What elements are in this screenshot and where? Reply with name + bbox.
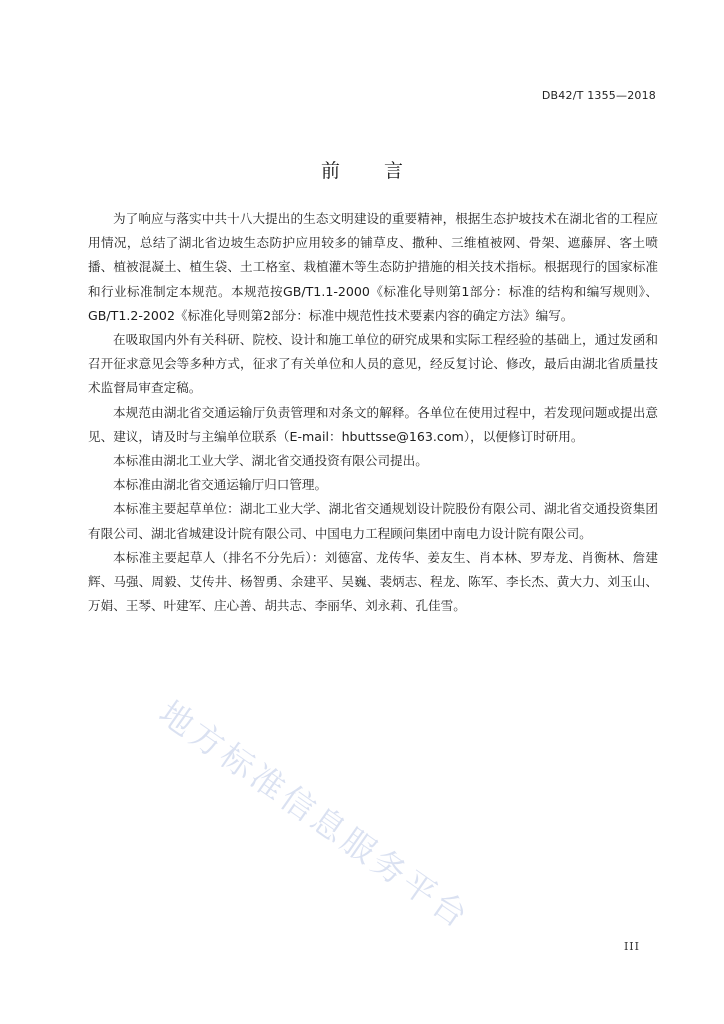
paragraph-drafting-process: 在吸取国内外有关科研、院校、设计和施工单位的研究成果和实际工程经验的基础上，通过发函和召开征求意见会等多种方式，征求了有关单位和人员的意见，经反复讨论、修改，最后由湖北省质量技术监督局审查定稿。 bbox=[88, 332, 658, 396]
paragraph-management: 本规范由湖北省交通运输厅负责管理和对条文的解释。各单位在使用过程中，若发现问题或提出意见、建议，请及时与主编单位联系（E-mail：hbuttsse@163.com），以便修订时研用。 bbox=[88, 404, 658, 444]
paragraph-proposer: 本标准由湖北工业大学、湖北省交通投资有限公司提出。 bbox=[113, 453, 428, 469]
page-title: 前言 bbox=[320, 160, 447, 182]
paragraph-administration: 本标准由湖北省交通运输厅归口管理。 bbox=[113, 477, 328, 493]
page-number: III bbox=[623, 940, 640, 953]
document-code: DB42/T 1355—2018 bbox=[541, 89, 656, 102]
paragraph-introduction: 为了响应与落实中共十八大提出的生态文明建设的重要精神，根据生态护坡技术在湖北省的工程应用情况，总结了湖北省边坡生态防护应用较多的铺草皮、撒种、三维植被网、骨架、遮藤屏、客土喷播、植被混凝土、植生袋、土工格室、栽植灌木等生态防护措施的相关技术指标。根据现行的国家标准和行业标准制定本规范。本规范按GB/T1.1-2000《标准化导则第1部分：标准的结构和编写规则》、GB/T1.2-2002《标准化导则第2部分：标准中规范性技术要素内容的确定方法》编写。 bbox=[88, 211, 658, 323]
watermark: 地方标准信息服务平台 bbox=[152, 692, 478, 938]
document-body bbox=[88, 207, 658, 618]
paragraph-drafting-units: 本标准主要起草单位：湖北工业大学、湖北省交通规划设计院股份有限公司、湖北省交通投资集团有限公司、湖北省城建设计院有限公司、中国电力工程顾问集团中南电力设计院有限公司。 bbox=[88, 501, 658, 541]
paragraph-drafters: 本标准主要起草人（排名不分先后）：刘德富、龙传华、姜友生、肖本林、罗寿龙、肖衡林、詹建辉、马强、周毅、艾传井、杨智勇、余建平、吴巍、裴炳志、程龙、陈军、李长杰、黄大力、刘玉山、万娟、王琴、叶建军、庄心善、胡共志、李丽华、刘永莉、孔佳雪。 bbox=[88, 549, 658, 614]
